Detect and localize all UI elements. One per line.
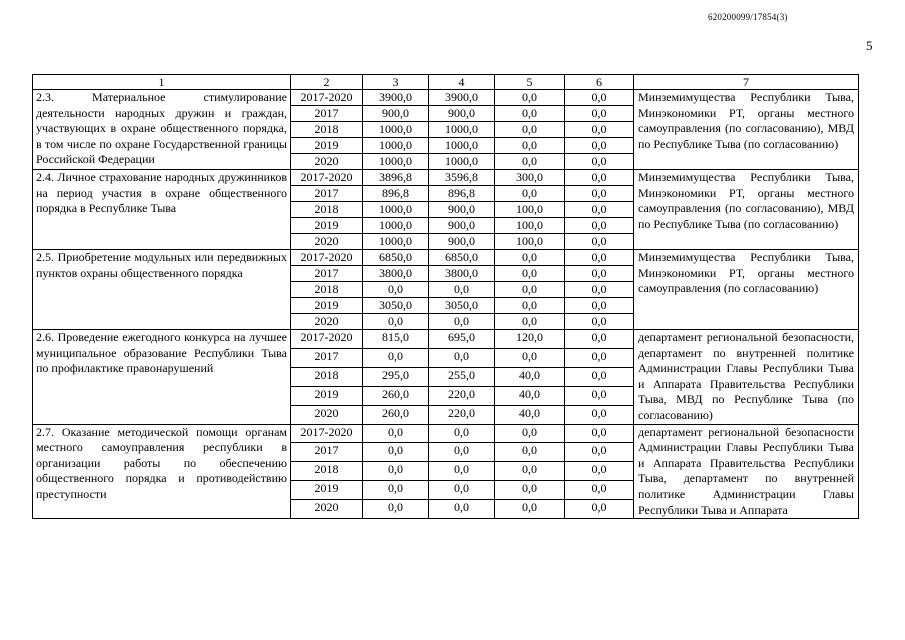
amount-cell: 0,0 bbox=[565, 234, 634, 250]
activity-description: 2.7. Оказание методической помощи органам местного самоуправления республики в организации работы по обеспечению общественного порядка и противодействию преступности bbox=[33, 424, 291, 519]
amount-cell: 815,0 bbox=[363, 330, 429, 349]
period-cell: 2020 bbox=[291, 234, 363, 250]
amount-cell: 0,0 bbox=[565, 138, 634, 154]
amount-cell: 0,0 bbox=[363, 424, 429, 443]
amount-cell: 896,8 bbox=[363, 186, 429, 202]
amount-cell: 900,0 bbox=[429, 106, 495, 122]
amount-cell: 0,0 bbox=[429, 314, 495, 330]
period-cell: 2017 bbox=[291, 186, 363, 202]
period-cell: 2017 bbox=[291, 106, 363, 122]
amount-cell: 0,0 bbox=[565, 405, 634, 424]
header-cell: 6 bbox=[565, 75, 634, 90]
header-cell: 7 bbox=[634, 75, 859, 90]
amount-cell: 0,0 bbox=[565, 90, 634, 106]
amount-cell: 100,0 bbox=[495, 202, 565, 218]
period-cell: 2020 bbox=[291, 154, 363, 170]
header-row bbox=[33, 75, 859, 90]
amount-cell: 0,0 bbox=[565, 122, 634, 138]
amount-cell: 0,0 bbox=[495, 90, 565, 106]
amount-cell: 0,0 bbox=[565, 170, 634, 186]
amount-cell: 100,0 bbox=[495, 218, 565, 234]
amount-cell: 900,0 bbox=[429, 218, 495, 234]
table-body bbox=[33, 90, 859, 519]
amount-cell: 0,0 bbox=[565, 266, 634, 282]
period-cell: 2019 bbox=[291, 481, 363, 500]
amount-cell: 1000,0 bbox=[429, 138, 495, 154]
amount-cell: 0,0 bbox=[495, 122, 565, 138]
amount-cell: 0,0 bbox=[565, 250, 634, 266]
period-cell: 2019 bbox=[291, 218, 363, 234]
table-row bbox=[33, 170, 859, 186]
amount-cell: 3900,0 bbox=[429, 90, 495, 106]
amount-cell: 0,0 bbox=[495, 424, 565, 443]
amount-cell: 900,0 bbox=[429, 202, 495, 218]
amount-cell: 0,0 bbox=[565, 348, 634, 367]
amount-cell: 0,0 bbox=[495, 500, 565, 519]
amount-cell: 1000,0 bbox=[363, 122, 429, 138]
amount-cell: 1000,0 bbox=[429, 154, 495, 170]
period-cell: 2018 bbox=[291, 122, 363, 138]
activity-description: 2.4. Личное страхование народных дружинников на период участия в охране общественного порядка в Республике Тыва bbox=[33, 170, 291, 250]
amount-cell: 0,0 bbox=[429, 443, 495, 462]
amount-cell: 0,0 bbox=[363, 348, 429, 367]
period-cell: 2017-2020 bbox=[291, 424, 363, 443]
period-cell: 2020 bbox=[291, 314, 363, 330]
amount-cell: 0,0 bbox=[429, 348, 495, 367]
amount-cell: 0,0 bbox=[363, 481, 429, 500]
program-activities-table bbox=[32, 74, 859, 519]
amount-cell: 40,0 bbox=[495, 367, 565, 386]
amount-cell: 3800,0 bbox=[429, 266, 495, 282]
amount-cell: 0,0 bbox=[565, 500, 634, 519]
header-cell: 1 bbox=[33, 75, 291, 90]
amount-cell: 0,0 bbox=[495, 462, 565, 481]
table-row bbox=[33, 90, 859, 106]
amount-cell: 0,0 bbox=[495, 298, 565, 314]
amount-cell: 0,0 bbox=[565, 186, 634, 202]
amount-cell: 0,0 bbox=[565, 367, 634, 386]
period-cell: 2017 bbox=[291, 443, 363, 462]
activity-description: 2.5. Приобретение модульных или передвижных пунктов охраны общественного порядка bbox=[33, 250, 291, 330]
amount-cell: 900,0 bbox=[363, 106, 429, 122]
header-cell: 3 bbox=[363, 75, 429, 90]
responsible-executors: департамент региональной безопасности Администрации Главы Республики Тыва и Аппарата Правительства Республики Тыва, департамент по внутренней политике Администрации Главы Республики Тыва и Аппарата bbox=[634, 424, 859, 519]
amount-cell: 0,0 bbox=[495, 314, 565, 330]
amount-cell: 0,0 bbox=[429, 282, 495, 298]
amount-cell: 900,0 bbox=[429, 234, 495, 250]
activity-description: 2.6. Проведение ежегодного конкурса на лучшее муниципальное образование Республики Тыва по профилактике правонарушений bbox=[33, 330, 291, 425]
amount-cell: 40,0 bbox=[495, 386, 565, 405]
responsible-executors: департамент региональной безопасности, департамент по внутренней политике Администрации Главы Республики Тыва и Аппарата Правительства Республики Тыва, МВД по Республике Тыва (по согласованию) bbox=[634, 330, 859, 425]
amount-cell: 295,0 bbox=[363, 367, 429, 386]
period-cell: 2019 bbox=[291, 138, 363, 154]
header-cell: 4 bbox=[429, 75, 495, 90]
amount-cell: 0,0 bbox=[495, 282, 565, 298]
amount-cell: 896,8 bbox=[429, 186, 495, 202]
period-cell: 2017-2020 bbox=[291, 250, 363, 266]
amount-cell: 0,0 bbox=[495, 138, 565, 154]
amount-cell: 0,0 bbox=[565, 330, 634, 349]
amount-cell: 0,0 bbox=[495, 443, 565, 462]
period-cell: 2017-2020 bbox=[291, 170, 363, 186]
amount-cell: 255,0 bbox=[429, 367, 495, 386]
period-cell: 2019 bbox=[291, 386, 363, 405]
amount-cell: 3800,0 bbox=[363, 266, 429, 282]
amount-cell: 1000,0 bbox=[363, 234, 429, 250]
amount-cell: 40,0 bbox=[495, 405, 565, 424]
amount-cell: 300,0 bbox=[495, 170, 565, 186]
page-number: 5 bbox=[866, 38, 873, 53]
amount-cell: 260,0 bbox=[363, 405, 429, 424]
amount-cell: 6850,0 bbox=[363, 250, 429, 266]
document-id: 620200099/17854(3) bbox=[708, 12, 788, 22]
amount-cell: 0,0 bbox=[495, 348, 565, 367]
amount-cell: 0,0 bbox=[495, 154, 565, 170]
amount-cell: 3896,8 bbox=[363, 170, 429, 186]
period-cell: 2017-2020 bbox=[291, 90, 363, 106]
amount-cell: 0,0 bbox=[429, 424, 495, 443]
amount-cell: 0,0 bbox=[363, 500, 429, 519]
amount-cell: 0,0 bbox=[565, 481, 634, 500]
responsible-executors: Минземимущества Республики Тыва, Минэкономики РТ, органы местного самоуправления (по согласованию), МВД по Республике Тыва (по согласованию) bbox=[634, 90, 859, 170]
amount-cell: 0,0 bbox=[565, 443, 634, 462]
amount-cell: 6850,0 bbox=[429, 250, 495, 266]
amount-cell: 220,0 bbox=[429, 405, 495, 424]
amount-cell: 3900,0 bbox=[363, 90, 429, 106]
amount-cell: 120,0 bbox=[495, 330, 565, 349]
amount-cell: 0,0 bbox=[495, 250, 565, 266]
amount-cell: 0,0 bbox=[363, 282, 429, 298]
amount-cell: 0,0 bbox=[363, 443, 429, 462]
amount-cell: 695,0 bbox=[429, 330, 495, 349]
amount-cell: 1000,0 bbox=[429, 122, 495, 138]
amount-cell: 0,0 bbox=[565, 218, 634, 234]
amount-cell: 1000,0 bbox=[363, 202, 429, 218]
amount-cell: 1000,0 bbox=[363, 138, 429, 154]
amount-cell: 0,0 bbox=[495, 106, 565, 122]
amount-cell: 0,0 bbox=[565, 106, 634, 122]
amount-cell: 0,0 bbox=[363, 314, 429, 330]
responsible-executors: Минземимущества Республики Тыва, Минэкономики РТ, органы местного самоуправления (по согласованию), МВД по Республике Тыва (по согласованию) bbox=[634, 170, 859, 250]
responsible-executors: Минземимущества Республики Тыва, Минэкономики РТ, органы местного самоуправления (по согласованию) bbox=[634, 250, 859, 330]
period-cell: 2020 bbox=[291, 405, 363, 424]
header-cell: 5 bbox=[495, 75, 565, 90]
amount-cell: 1000,0 bbox=[363, 218, 429, 234]
table-row bbox=[33, 250, 859, 266]
amount-cell: 0,0 bbox=[565, 202, 634, 218]
period-cell: 2017 bbox=[291, 266, 363, 282]
period-cell: 2018 bbox=[291, 367, 363, 386]
amount-cell: 0,0 bbox=[429, 500, 495, 519]
period-cell: 2019 bbox=[291, 298, 363, 314]
amount-cell: 100,0 bbox=[495, 234, 565, 250]
amount-cell: 3596,8 bbox=[429, 170, 495, 186]
amount-cell: 0,0 bbox=[363, 462, 429, 481]
amount-cell: 3050,0 bbox=[363, 298, 429, 314]
amount-cell: 1000,0 bbox=[363, 154, 429, 170]
amount-cell: 0,0 bbox=[565, 314, 634, 330]
amount-cell: 0,0 bbox=[565, 386, 634, 405]
amount-cell: 0,0 bbox=[565, 462, 634, 481]
amount-cell: 3050,0 bbox=[429, 298, 495, 314]
amount-cell: 0,0 bbox=[495, 266, 565, 282]
amount-cell: 0,0 bbox=[495, 481, 565, 500]
amount-cell: 0,0 bbox=[565, 424, 634, 443]
period-cell: 2017-2020 bbox=[291, 330, 363, 349]
period-cell: 2018 bbox=[291, 202, 363, 218]
amount-cell: 260,0 bbox=[363, 386, 429, 405]
table-row bbox=[33, 424, 859, 443]
period-cell: 2017 bbox=[291, 348, 363, 367]
period-cell: 2018 bbox=[291, 282, 363, 298]
period-cell: 2018 bbox=[291, 462, 363, 481]
amount-cell: 220,0 bbox=[429, 386, 495, 405]
amount-cell: 0,0 bbox=[565, 298, 634, 314]
amount-cell: 0,0 bbox=[429, 481, 495, 500]
table-header bbox=[33, 75, 859, 90]
period-cell: 2020 bbox=[291, 500, 363, 519]
activity-description: 2.3. Материальное стимулирование деятельности народных дружин и граждан, участвующих в охране общественного порядка, в том числе по охране Государственной границы Российской Федерации bbox=[33, 90, 291, 170]
amount-cell: 0,0 bbox=[495, 186, 565, 202]
amount-cell: 0,0 bbox=[429, 462, 495, 481]
amount-cell: 0,0 bbox=[565, 282, 634, 298]
header-cell: 2 bbox=[291, 75, 363, 90]
amount-cell: 0,0 bbox=[565, 154, 634, 170]
table-row bbox=[33, 330, 859, 349]
